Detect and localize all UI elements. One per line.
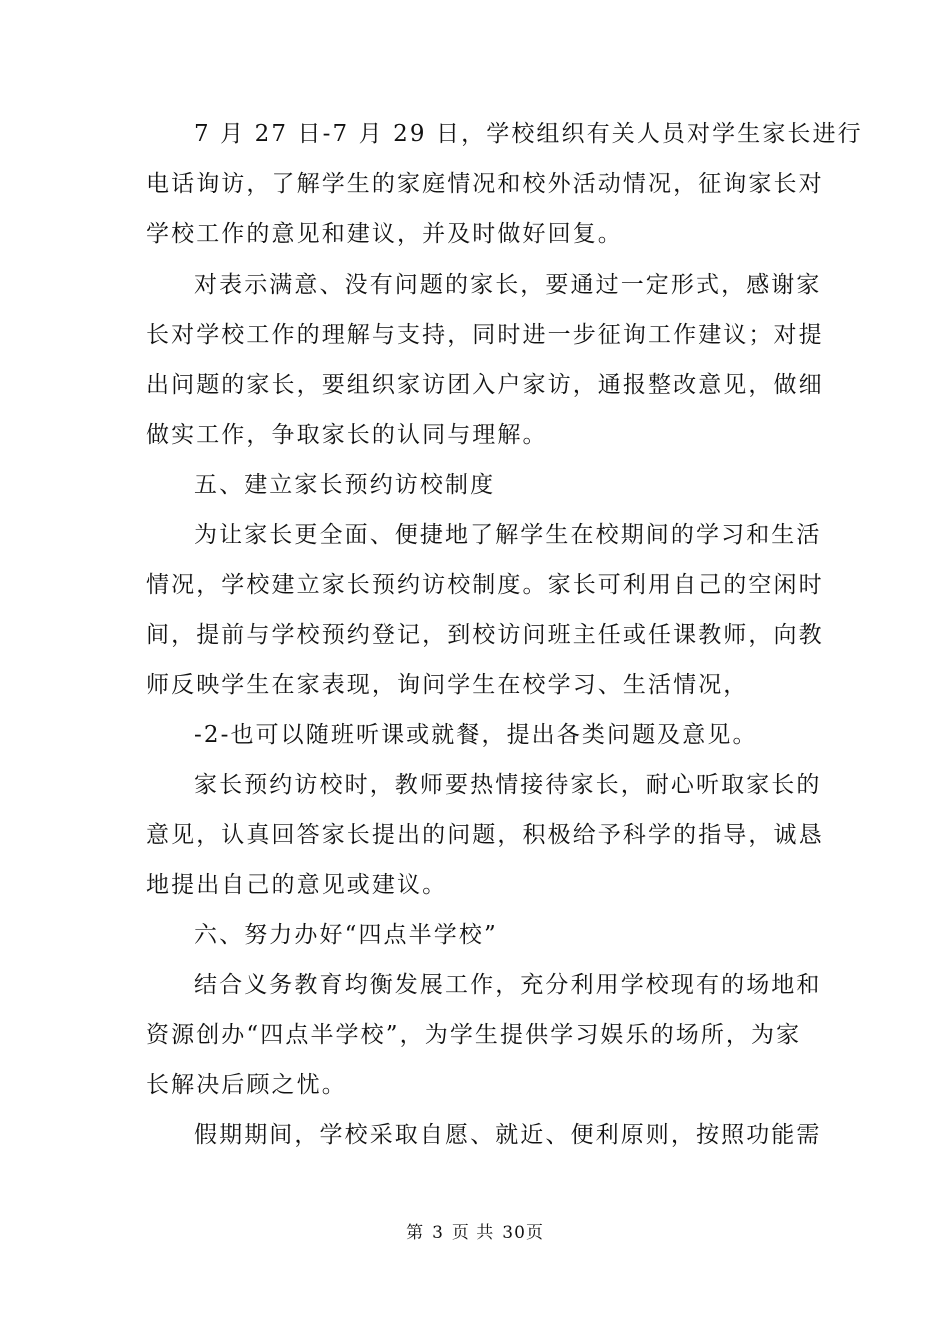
paragraph-line: 意见，认真回答家长提出的问题，积极给予科学的指导，诚恳: [146, 822, 824, 848]
footer-middle: 页 共: [451, 1223, 495, 1243]
footer-page-number: 3: [432, 1223, 444, 1243]
paragraph-line: 电话询访，了解学生的家庭情况和校外活动情况，征询家长对: [146, 171, 824, 197]
footer-prefix: 第: [406, 1223, 425, 1243]
paragraph-line: 学校工作的意见和建议，并及时做好回复。: [146, 221, 623, 247]
paragraph-line: 出问题的家长，要组织家访团入户家访，通报整改意见，做细: [146, 372, 824, 398]
paragraph-line: 做实工作，争取家长的认同与理解。: [146, 422, 548, 448]
paragraph-line: 7 月 27 日-7 月 29 日，学校组织有关人员对学生家长进行: [194, 121, 863, 147]
paragraph-line: 资源创办“四点半学校”，为学生提供学习娱乐的场所，为家: [146, 1022, 802, 1048]
section-heading: 五、建立家长预约访校制度: [194, 472, 496, 498]
paragraph-line: 间，提前与学校预约登记，到校访问班主任或任课教师，向教: [146, 622, 824, 648]
footer-suffix: 页: [525, 1223, 544, 1243]
paragraph-line: 地提出自己的意见或建议。: [146, 872, 448, 898]
paragraph-line: 长解决后顾之忧。: [146, 1072, 347, 1098]
paragraph-line: 对表示满意、没有问题的家长，要通过一定形式，感谢家: [194, 272, 822, 298]
paragraph-line: 家长预约访校时，教师要热情接待家长，耐心听取家长的: [194, 772, 822, 798]
section-heading: 六、努力办好“四点半学校”: [194, 922, 498, 948]
paragraph-line: 为让家长更全面、便捷地了解学生在校期间的学习和生活: [194, 522, 822, 548]
paragraph-line: 情况，学校建立家长预约访校制度。家长可利用自己的空闲时: [146, 572, 824, 598]
paragraph-line: 师反映学生在家表现，询问学生在校学习、生活情况，: [146, 672, 749, 698]
footer-total-pages: 30: [502, 1223, 526, 1243]
page-footer: [0, 1221, 950, 1245]
paragraph-line: 长对学校工作的理解与支持，同时进一步征询工作建议；对提: [146, 322, 824, 348]
paragraph-line: -2-也可以随班听课或就餐，提出各类问题及意见。: [194, 722, 758, 748]
paragraph-line: 结合义务教育均衡发展工作，充分利用学校现有的场地和: [194, 972, 822, 998]
paragraph-line: 假期期间，学校采取自愿、就近、便利原则，按照功能需: [194, 1122, 822, 1148]
